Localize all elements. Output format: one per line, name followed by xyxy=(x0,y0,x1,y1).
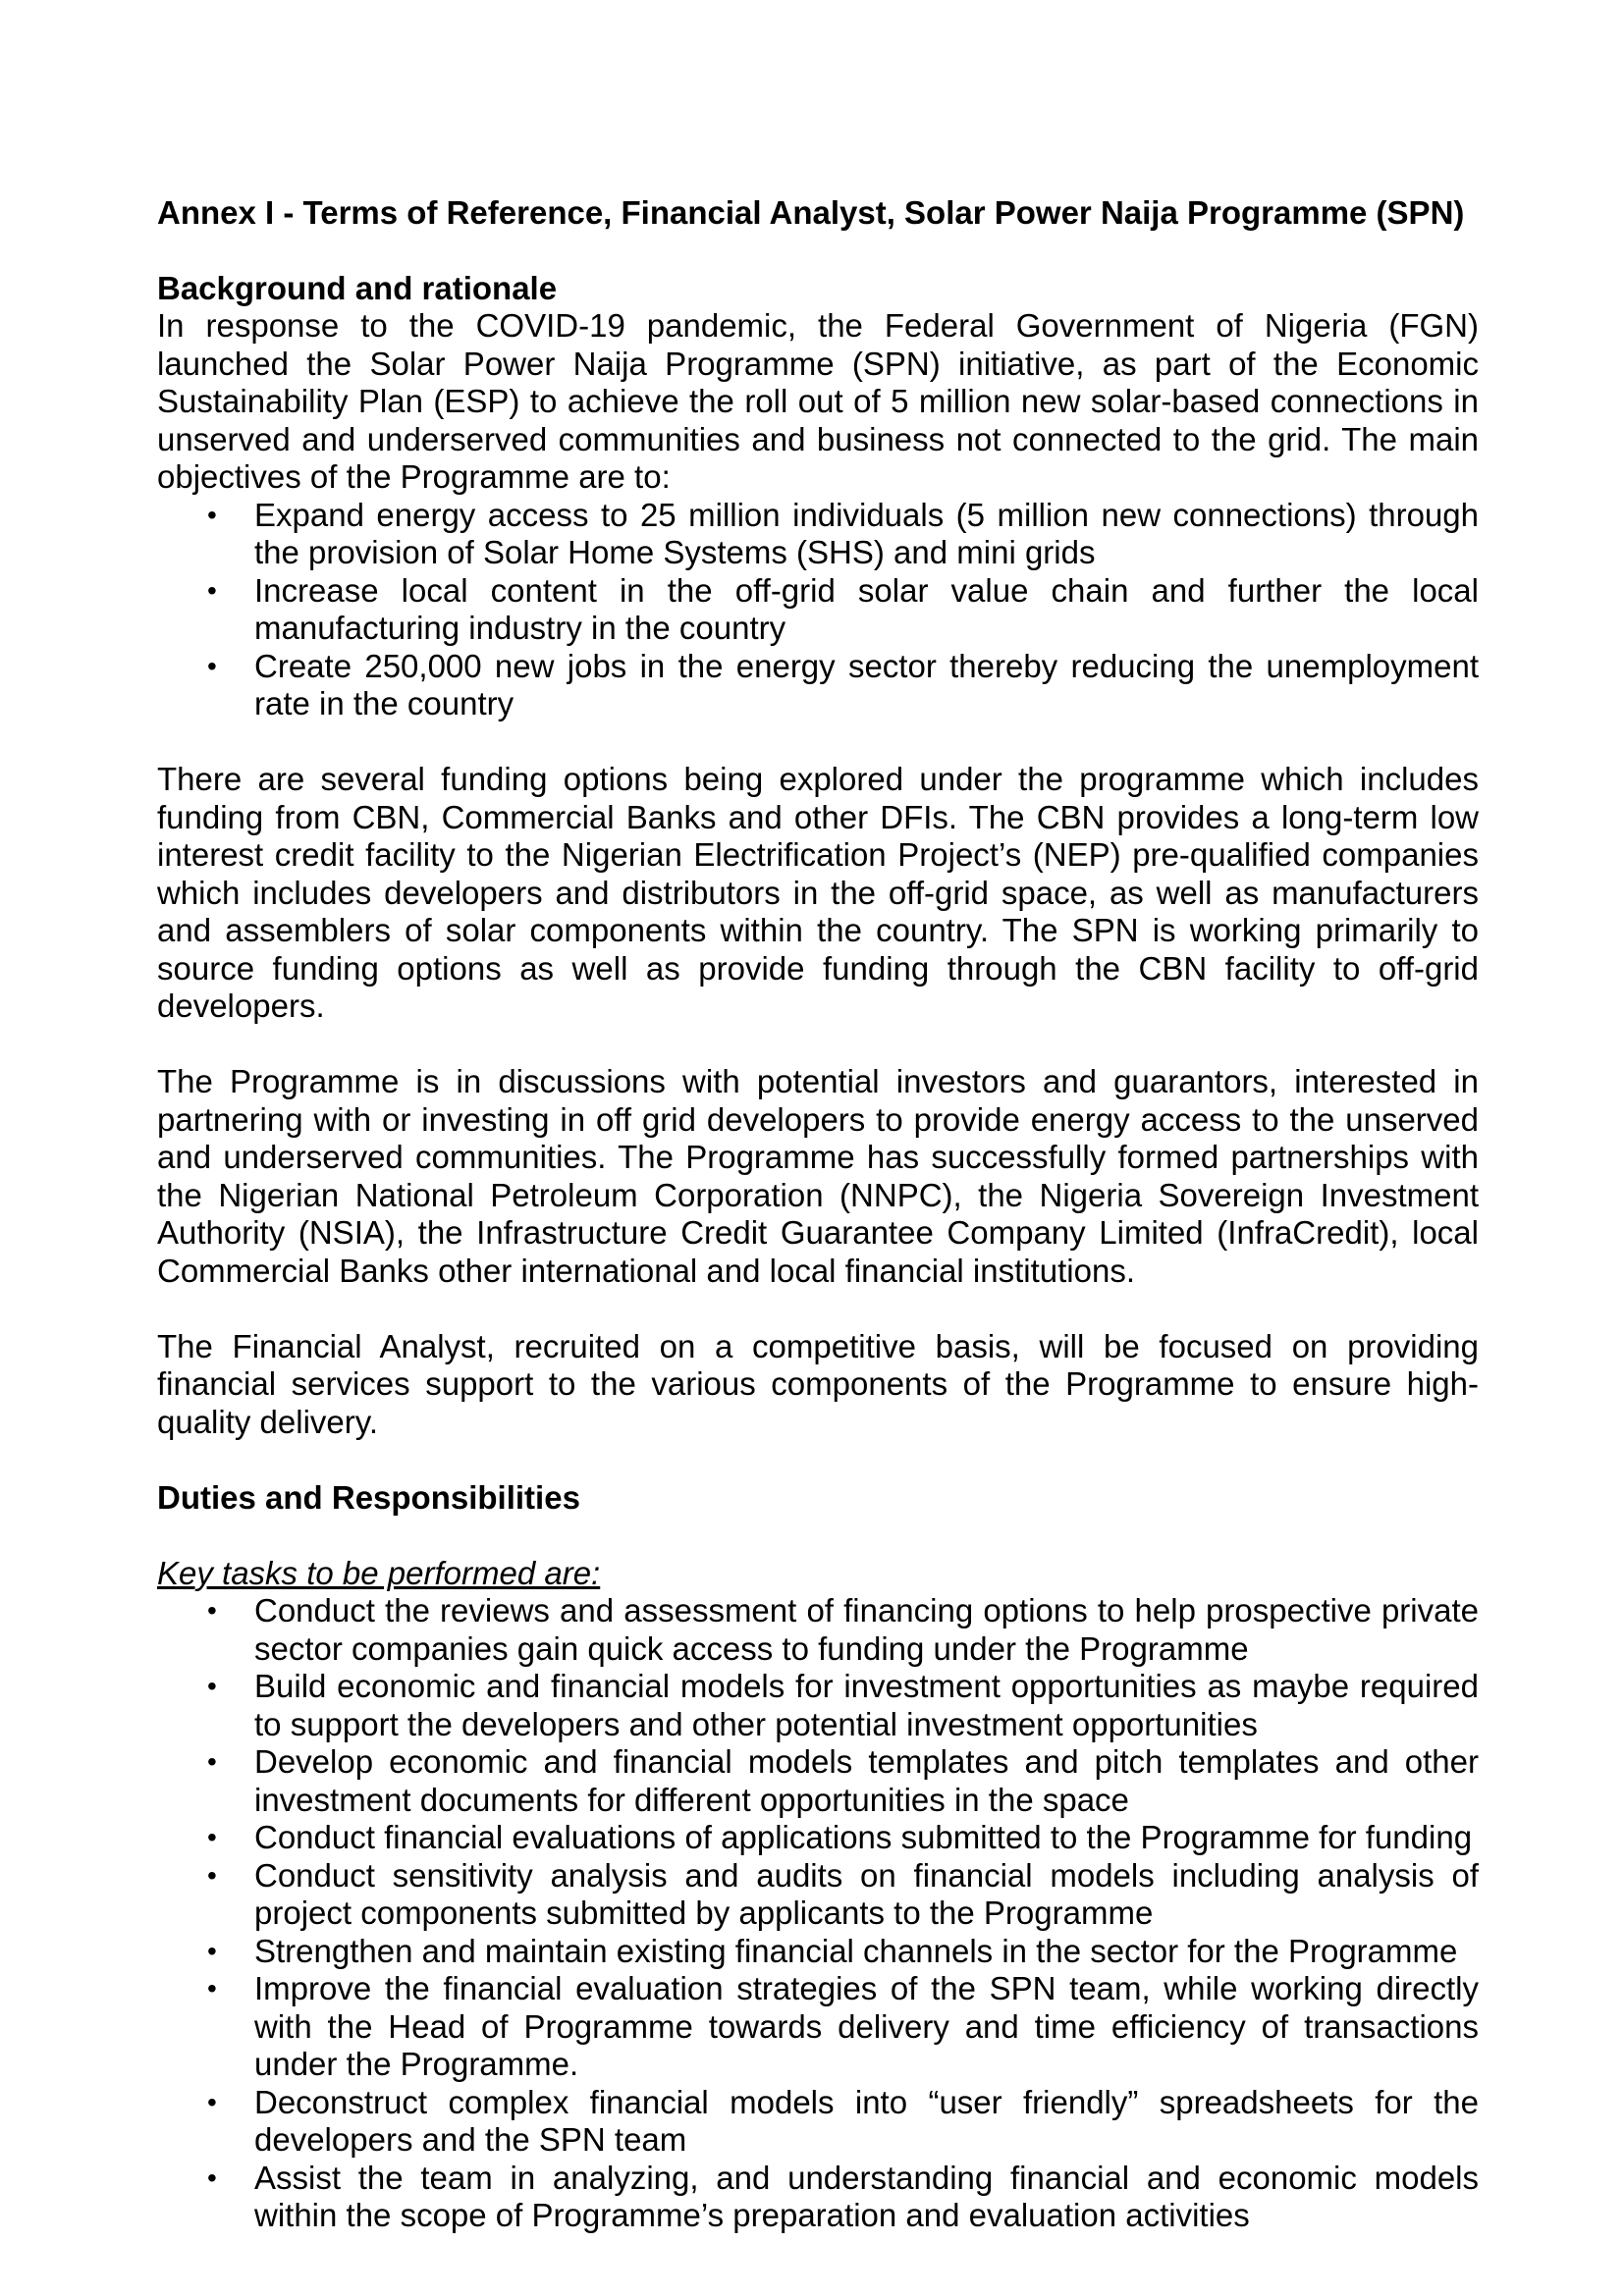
task-item: • Conduct the reviews and assessment of financing options to help prospective private sector companies gain quick access to funding under the Programme xyxy=(254,1592,1479,1668)
objective-item: • Expand energy access to 25 million individuals (5 million new connections) through the provision of Solar Home Systems (SHS) and mini grids xyxy=(254,497,1479,572)
objectives-list xyxy=(157,497,1479,723)
document-title: Annex I - Terms of Reference, Financial Analyst, Solar Power Naija Programme (SPN) xyxy=(157,194,1465,231)
funding-paragraph: There are several funding options being explored under the programme which includes funding from CBN, Commercial Banks and other DFIs. The CBN provides a long-term low interest credit facility to the Nigerian Electrification Project’s (NEP) pre-qualified companies which includes developers and distributors in the off-grid space, as well as manufacturers and assemblers of solar components within the country. The SPN is working primarily to source funding options as well as provide funding through the CBN facility to off-grid developers. xyxy=(157,761,1479,1024)
objective-item: • Increase local content in the off-grid solar value chain and further the local manufacturing industry in the country xyxy=(254,572,1479,648)
key-tasks-subheading: Key tasks to be performed are: xyxy=(157,1554,601,1591)
background-heading: Background and rationale xyxy=(157,269,558,306)
document-body xyxy=(157,194,1479,2235)
task-item: • Build economic and financial models for investment opportunities as maybe required to support the developers and other potential investment opportunities xyxy=(254,1668,1479,1743)
task-item: • Assist the team in analyzing, and understanding financial and economic models within the scope of Programme’s preparation and evaluation activities xyxy=(254,2160,1479,2235)
task-item: • Deconstruct complex financial models into “user friendly” spreadsheets for the developers and the SPN team xyxy=(254,2084,1479,2160)
task-item: • Conduct sensitivity analysis and audits on financial models including analysis of project components submitted by applicants to the Programme xyxy=(254,1857,1479,1933)
task-item: • Improve the financial evaluation strategies of the SPN team, while working directly with the Head of Programme towards delivery and time efficiency of transactions under the Programme. xyxy=(254,1970,1479,2084)
tasks-list xyxy=(157,1592,1479,2235)
objective-item: • Create 250,000 new jobs in the energy sector thereby reducing the unemployment rate in the country xyxy=(254,648,1479,723)
task-item: • Strengthen and maintain existing financial channels in the sector for the Programme xyxy=(254,1933,1479,1971)
analyst-paragraph: The Financial Analyst, recruited on a competitive basis, will be focused on providing financial services support to the various components of the Programme to ensure high-quality delivery. xyxy=(157,1327,1479,1440)
task-item: • Develop economic and financial models templates and pitch templates and other investment documents for different opportunities in the space xyxy=(254,1743,1479,1819)
background-intro-paragraph: In response to the COVID-19 pandemic, the Federal Government of Nigeria (FGN) launched the Solar Power Naija Programme (SPN) initiative, as part of the Economic Sustainability Plan (ESP) to achieve the roll out of 5 million new solar-based connections in unserved and underserved communities and business not connected to the grid. The main objectives of the Programme are to: xyxy=(157,307,1479,495)
partners-paragraph: The Programme is in discussions with potential investors and guarantors, interested in partnering with or investing in off grid developers to provide energy access to the unserved and underserved communities. The Programme has successfully formed partnerships with the Nigerian National Petroleum Corporation (NNPC), the Nigeria Sovereign Investment Authority (NSIA), the Infrastructure Credit Guarantee Company Limited (InfraCredit), local Commercial Banks other international and local financial institutions. xyxy=(157,1063,1479,1289)
task-item: • Conduct financial evaluations of applications submitted to the Programme for funding xyxy=(254,1819,1479,1857)
duties-heading: Duties and Responsibilities xyxy=(157,1478,580,1516)
